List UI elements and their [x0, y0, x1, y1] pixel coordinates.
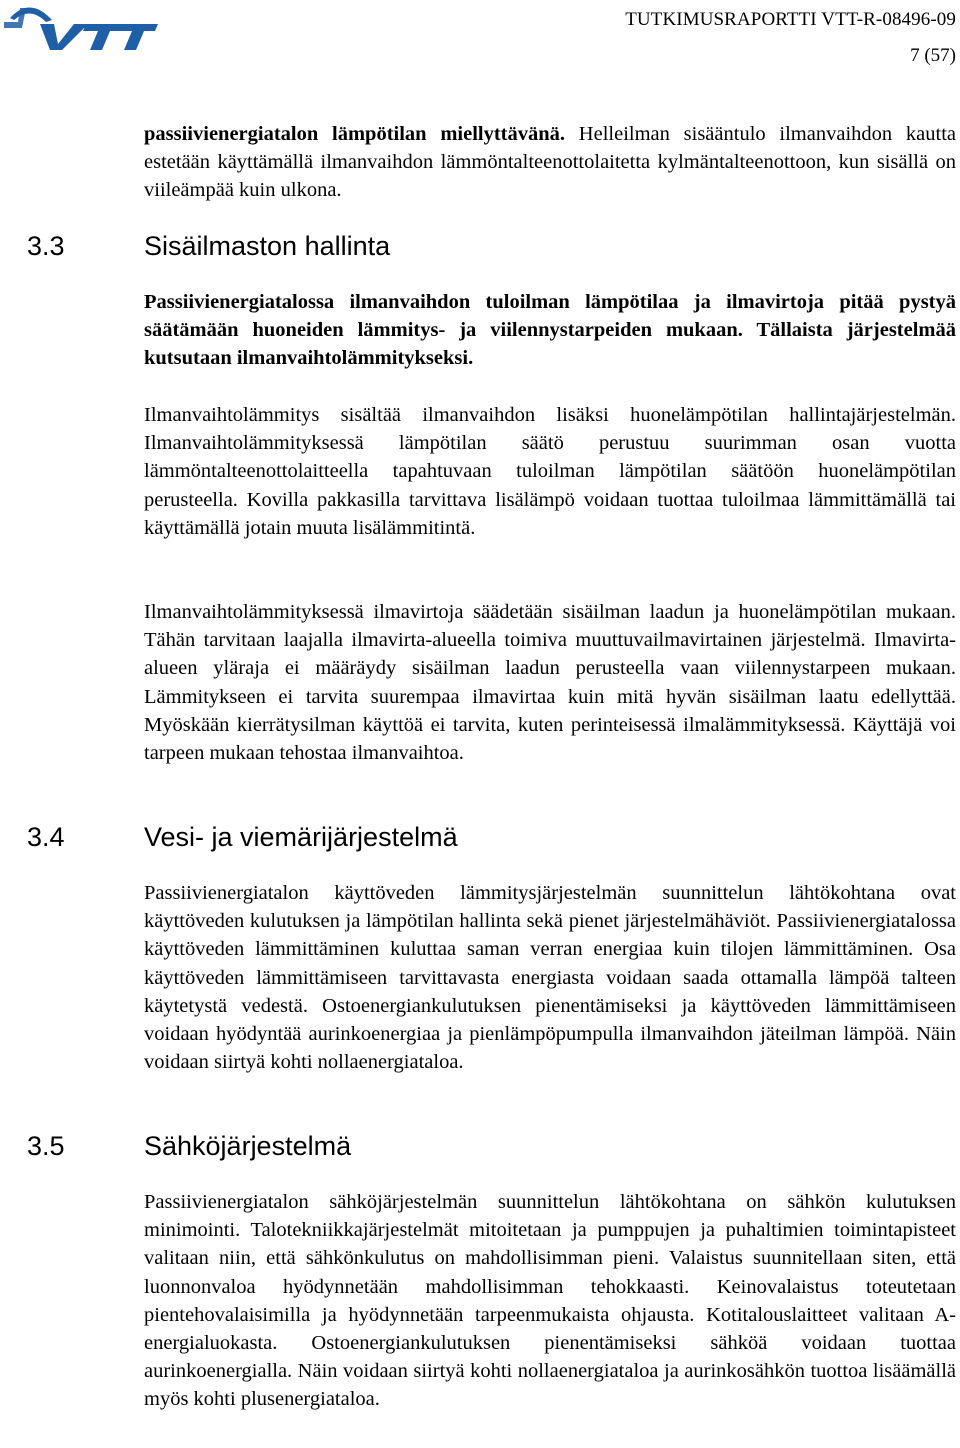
report-id: TUTKIMUSRAPORTTI VTT-R-08496-09: [625, 9, 956, 30]
section-3-3-lead: Passiivienergiatalossa ilmanvaihdon tuloilman lämpötilaa ja ilmavirtoja pitää pystyä säätämään huoneiden lämmitys- ja viilennystarpeiden mukaan. Tällaista järjestelmää kutsutaan ilmanvaihtolämmitykseksi.: [144, 291, 956, 370]
section-3-3-paragraph-1: Ilmanvaihtolämmitys sisältää ilmanvaihdon lisäksi huonelämpötilan hallintajärjestelmän. Ilmanvaihtolämmityksessä lämpötilan säätö perustuu suurimman osan vuotta lämmöntalteenottolaitteella tapahtuvaan tuloilman lämpötilan säätöön huonelämpötilan perusteella. Kovilla pakkasilla tarvittava lisälämpö voidaan tuottaa tuloilmaa lämmittämällä tai käyttämällä jotain muuta lisälämmitintä.: [144, 404, 956, 539]
section-3-5-paragraph-1: Passiivienergiatalon sähköjärjestelmän suunnittelun lähtökohtana on sähkön kulutuksen minimointi. Talotekniikkajärjestelmät mitoitetaan ja pumppujen ja puhaltimien toimintapisteet valitaan niin, että sähkönkulutus on mahdollisimman pieni. Valaistus suunnitellaan siten, että luonnonvaloa hyödynnetään mahdollisimman tehokkaasti. Keinovalaistus toteutetaan pientehovalaisimilla ja hyödynnetään tarpeenmukaista ohjausta. Kotitalouslaitteet valitaan A-energialuokasta. Ostoenergiankulutuksen pienentämiseksi sähköä voidaan tuottaa aurinkoenergialla. Näin voidaan siirtyä kohti nollaenergiataloa ja aurinkosähkön tuottoa lisäämällä myös kohti plusenergiataloa.: [144, 1191, 956, 1411]
section-number: 3.3: [27, 231, 65, 261]
section-title: Vesi- ja viemärijärjestelmä: [144, 822, 458, 852]
section-3-3-paragraph-2: Ilmanvaihtolämmityksessä ilmavirtoja säädetään sisäilman laadun ja huonelämpötilan mukaan. Tähän tarvitaan laajalla ilmavirta-alueella toimiva muuttuvailmavirtainen järjestelmä. Ilmavirta-alueen yläraja ei määräydy sisäilman laadun perusteella vaan viilennystarpeen mukaan. Lämmitykseen ei tarvita suurempaa ilmavirtaa kuin mitä hyvän sisäilman laatu edellyttää. Myöskään kierrätysilman käyttöä ei tarvita, kuten perinteisessä ilmalämmityksessä. Käyttäjä voi tarpeen mukaan tehostaa ilmanvaihtoa.: [144, 601, 956, 765]
section-heading-3-3: [27, 230, 390, 262]
intro-paragraph: [144, 120, 956, 205]
section-number: 3.5: [27, 1131, 65, 1161]
section-title: Sähköjärjestelmä: [144, 1131, 352, 1161]
section-title: Sisäilmaston hallinta: [144, 231, 391, 261]
page-number: 7 (57): [910, 45, 956, 66]
section-heading-3-4: [27, 821, 458, 853]
section-heading-3-5: [27, 1130, 351, 1162]
section-number: 3.4: [27, 822, 65, 852]
intro-bold-text: passiivienergiatalon lämpötilan miellyttävänä.: [144, 123, 566, 145]
vtt-logo: [0, 0, 160, 60]
section-3-4-paragraph-1: Passiivienergiatalon käyttöveden lämmitysjärjestelmän suunnittelun lähtökohtana ovat käyttöveden kulutuksen ja lämpötilan hallinta sekä pienet järjestelmähäviöt. Passiivienergiatalossa käyttöveden lämmittäminen kuluttaa saman verran energiaa kuin tilojen lämmittäminen. Osa käyttöveden lämmittämiseen tarvittavasta energiasta voidaan saada ottamalla lämpöä talteen käytetystä vedestä. Ostoenergiankulutuksen pienentämiseksi ja käyttöveden lämmittämiseen voidaan hyödyntää aurinkoenergiaa ja pienlämpöpumpulla ilmanvaihdon jäteilman lämpöä. Näin voidaan siirtyä kohti nollaenergiataloa.: [144, 882, 956, 1074]
intro-text: Helleilman sisääntulo ilmanvaihdon kautta estetään käyttämällä ilmanvaihdon lämmöntalteenottolaitetta kylmäntalteenottoon, kun sisällä on viileämpää kuin ulkona.: [144, 123, 956, 202]
